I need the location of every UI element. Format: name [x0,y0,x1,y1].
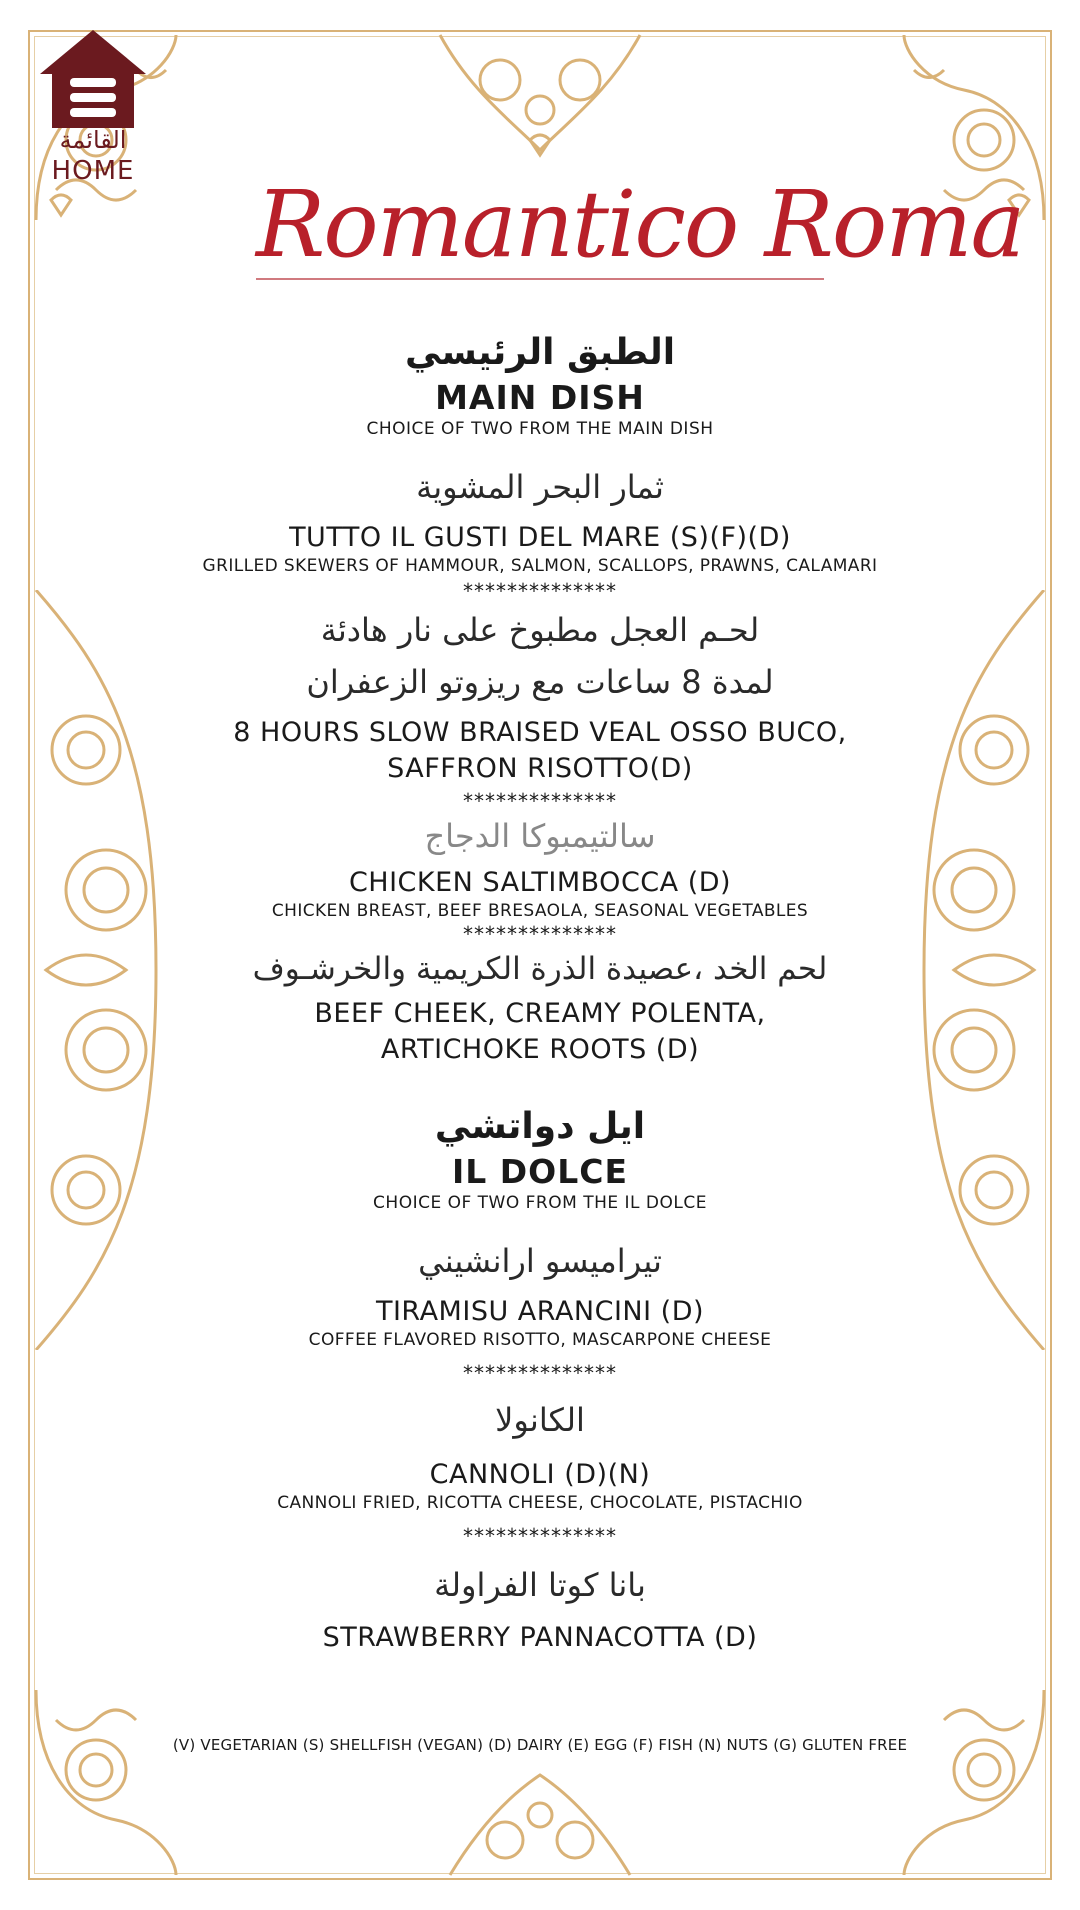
menu-item-name-arabic: لحـم العجل مطبوخ على نار هادئة [320,611,760,649]
menu-item-name: CHICKEN SALTIMBOCCA (D) [348,867,732,898]
menu-item-name: BEEF CHEEK, CREAMY POLENTA, [314,998,766,1029]
section-title: MAIN DISH [435,378,645,417]
menu-item-name: CANNOLI (D)(N) [429,1459,651,1490]
menu-item-name: TIRAMISU ARANCINI (D) [375,1296,705,1327]
section-title: IL DOLCE [451,1152,629,1191]
menu-item-description: CANNOLI FRIED, RICOTTA CHEESE, CHOCOLATE, PISTACHIO [277,1493,803,1513]
title-underline [256,278,824,280]
separator: ************** [463,922,617,946]
separator: ************** [463,1524,617,1548]
home-button[interactable] [38,28,148,188]
menu-content [150,330,930,1656]
menu-item-name: SAFFRON RISOTTO(D) [387,753,693,784]
separator: ************** [463,579,617,603]
section-title-arabic: الطبق الرئيسي [404,332,676,373]
menu-item-name: TUTTO IL GUSTI DEL MARE (S)(F)(D) [289,522,791,553]
menu-item-name-arabic: ثمار البحر المشوية [416,468,664,506]
main-dish-section [150,330,930,1068]
menu-item-name-arabic: تيراميسو ارانشيني [418,1242,662,1280]
home-label-arabic: القائمة [59,126,127,154]
section-subtitle: CHOICE OF TWO FROM THE IL DOLCE [373,1193,707,1213]
menu-item-description: CHICKEN BREAST, BEEF BRESAOLA, SEASONAL VEGETABLES [271,901,809,921]
section-title-arabic: ايل دواتشي [434,1106,646,1147]
menu-item-name-arabic: لمدة 8 ساعات مع ريزوتو الزعفران [306,663,774,701]
menu-item-name: ARTICHOKE ROOTS (D) [380,1034,700,1065]
home-label: HOME [51,156,135,186]
menu-item-name-arabic: الكانولا [495,1401,585,1439]
page-title: Romantico Roma [256,171,1024,278]
menu-item-description: GRILLED SKEWERS OF HAMMOUR, SALMON, SCALLOPS, PRAWNS, CALAMARI [202,556,878,576]
menu-item-description: COFFEE FLAVORED RISOTTO, MASCARPONE CHEESE [308,1330,772,1350]
menu-item-name: STRAWBERRY PANNACOTTA (D) [322,1622,758,1653]
menu-item-name-arabic: لحم الخد ،عصيدة الذرة الكريمية والخرشـوف [252,951,828,987]
separator: ************** [463,789,617,813]
separator: ************** [463,1361,617,1385]
menu-item-name: 8 HOURS SLOW BRAISED VEAL OSSO BUCO, [233,717,847,748]
house-menu-icon [38,28,148,128]
dolce-section [150,1104,930,1656]
menu-item-name-arabic: بانا كوتا الفراولة [434,1566,646,1604]
section-subtitle: CHOICE OF TWO FROM THE MAIN DISH [366,419,714,439]
allergen-legend: (V) VEGETARIAN (S) SHELLFISH (VEGAN) (D) DAIRY (E) EGG (F) FISH (N) NUTS (G) GLUTEN FREE [172,1736,908,1754]
restaurant-title [256,170,1024,290]
menu-item-name-arabic: سالتيمبوكا الدجاج [424,817,656,855]
